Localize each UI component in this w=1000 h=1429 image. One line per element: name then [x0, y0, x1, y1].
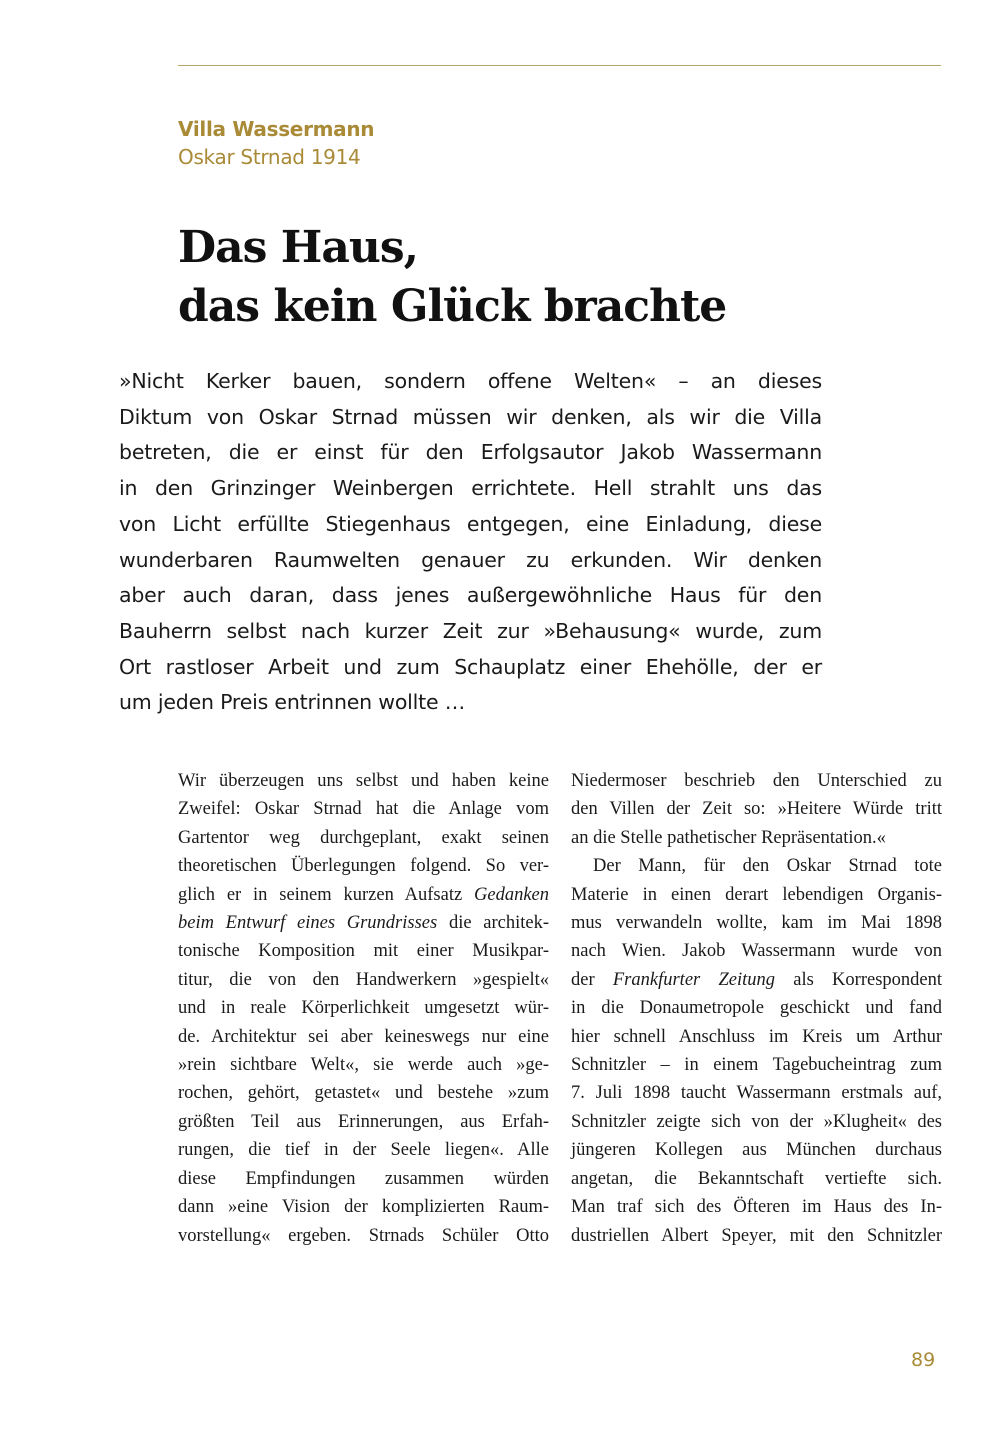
body-text: die architek- [448, 913, 549, 934]
lead-line: Bauherrn selbst nach kurzer Zeit zur »Behausung« wurde, zum [119, 618, 822, 643]
body-line: rungen, die tief in der Seele liegen«. Alle [178, 1140, 549, 1161]
lead-line: betreten, die er einst für den Erfolgsautor Jakob Wassermann [119, 440, 822, 465]
section-subtitle: Oskar Strnad 1914 [178, 145, 361, 169]
lead-line: um jeden Preis entrinnen wollte … [119, 690, 466, 715]
body-line: Wir überzeugen uns selbst und haben keine [178, 771, 549, 791]
lead-line: Diktum von Oskar Strnad müssen wir denken, als wir die Villa [119, 404, 822, 429]
body-line: Schnitzler zeigte sich von der »Klugheit« des [571, 1111, 942, 1132]
body-line: Schnitzler – in einem Tagebucheintrag zum [571, 1055, 942, 1076]
body-line: jüngeren Kollegen aus München durchaus [571, 1140, 942, 1161]
headline-line: das kein Glück brachte [178, 281, 727, 332]
body-line: Gartentor weg durchgeplant, exakt seinen [178, 827, 549, 848]
body-line: Materie in einen derart lebendigen Organis- [571, 884, 942, 905]
body-column-right [571, 767, 942, 1250]
lead-paragraph [119, 364, 822, 721]
essay-title: Gedanken [474, 884, 550, 905]
lead-line: Ort rastloser Arbeit und zum Schauplatz einer Ehehölle, der er [119, 654, 822, 679]
lead-line: wunderbaren Raumwelten genauer zu erkunden. Wir denken [119, 547, 822, 572]
body-line: Zweifel: Oskar Strnad hat die Anlage vom [178, 799, 549, 820]
body-line: den Villen der Zeit so: »Heitere Würde tritt [571, 799, 942, 820]
lead-line: in den Grinzinger Weinbergen errichtete. Hell strahlt uns das [119, 476, 822, 501]
page-number: 89 [911, 1349, 936, 1371]
body-text: glich er in seinem kurzen Aufsatz [178, 884, 463, 905]
body-line: in die Donaumetropole geschickt und fand [571, 998, 942, 1019]
body-line: »rein sichtbare Welt«, sie werde auch »ge- [178, 1055, 549, 1076]
newspaper-title: Frankfurter Zeitung [612, 969, 776, 990]
body-line [178, 909, 549, 937]
body-line: theoretischen Überlegungen folgend. So ver- [178, 856, 549, 877]
body-column-left [178, 767, 549, 1250]
body-line: an die Stelle pathetischer Repräsentation.« [571, 827, 886, 848]
body-line: 7. Juli 1898 taucht Wassermann erstmals auf, [571, 1083, 942, 1104]
body-line [571, 966, 942, 994]
top-rule [178, 65, 941, 66]
body-line: Man traf sich des Öfteren im Haus des In- [571, 1197, 942, 1218]
lead-line: von Licht erfüllte Stiegenhaus entgegen, eine Einladung, diese [119, 511, 822, 536]
body-line: hier schnell Anschluss im Kreis um Arthur [571, 1026, 942, 1047]
body-line: rochen, gehört, getastet« und bestehe »zum [178, 1083, 549, 1104]
article-headline [178, 218, 958, 336]
body-line: größten Teil aus Erinnerungen, aus Erfah- [178, 1111, 549, 1132]
body-line: dann »eine Vision der komplizierten Raum- [178, 1197, 549, 1218]
essay-title: beim Entwurf eines Grundrisses [178, 913, 438, 934]
body-line: und in reale Körperlichkeit umgesetzt wür- [178, 998, 549, 1019]
body-line: nach Wien. Jakob Wassermann wurde von [571, 941, 942, 962]
headline-line: Das Haus, [178, 222, 418, 273]
body-line: mus verwandeln wollte, kam im Mai 1898 [571, 913, 942, 934]
lead-line: aber auch daran, dass jenes außergewöhnliche Haus für den [119, 583, 822, 608]
body-line: diese Empfindungen zusammen würden [178, 1168, 549, 1189]
body-line: dustriellen Albert Speyer, mit den Schnitzler [571, 1225, 942, 1246]
body-line [178, 881, 549, 909]
body-line: de. Architektur sei aber keineswegs nur eine [178, 1026, 549, 1047]
body-line: angetan, die Bekanntschaft vertiefte sich. [571, 1168, 942, 1189]
body-line: tonische Komposition mit einer Musikpar- [178, 941, 549, 962]
body-text: der [571, 969, 595, 990]
body-line: Niedermoser beschrieb den Unterschied zu [571, 771, 942, 791]
body-line: Der Mann, für den Oskar Strnad tote [593, 856, 942, 877]
body-line: titur, die von den Handwerkern »gespielt« [178, 969, 549, 990]
body-text: als Korrespondent [793, 969, 943, 990]
section-title: Villa Wassermann [178, 117, 375, 141]
body-line: vorstellung« ergeben. Strnads Schüler Otto [178, 1225, 549, 1246]
lead-line: »Nicht Kerker bauen, sondern offene Welten« – an dieses [119, 369, 822, 393]
section-kicker [178, 115, 374, 171]
